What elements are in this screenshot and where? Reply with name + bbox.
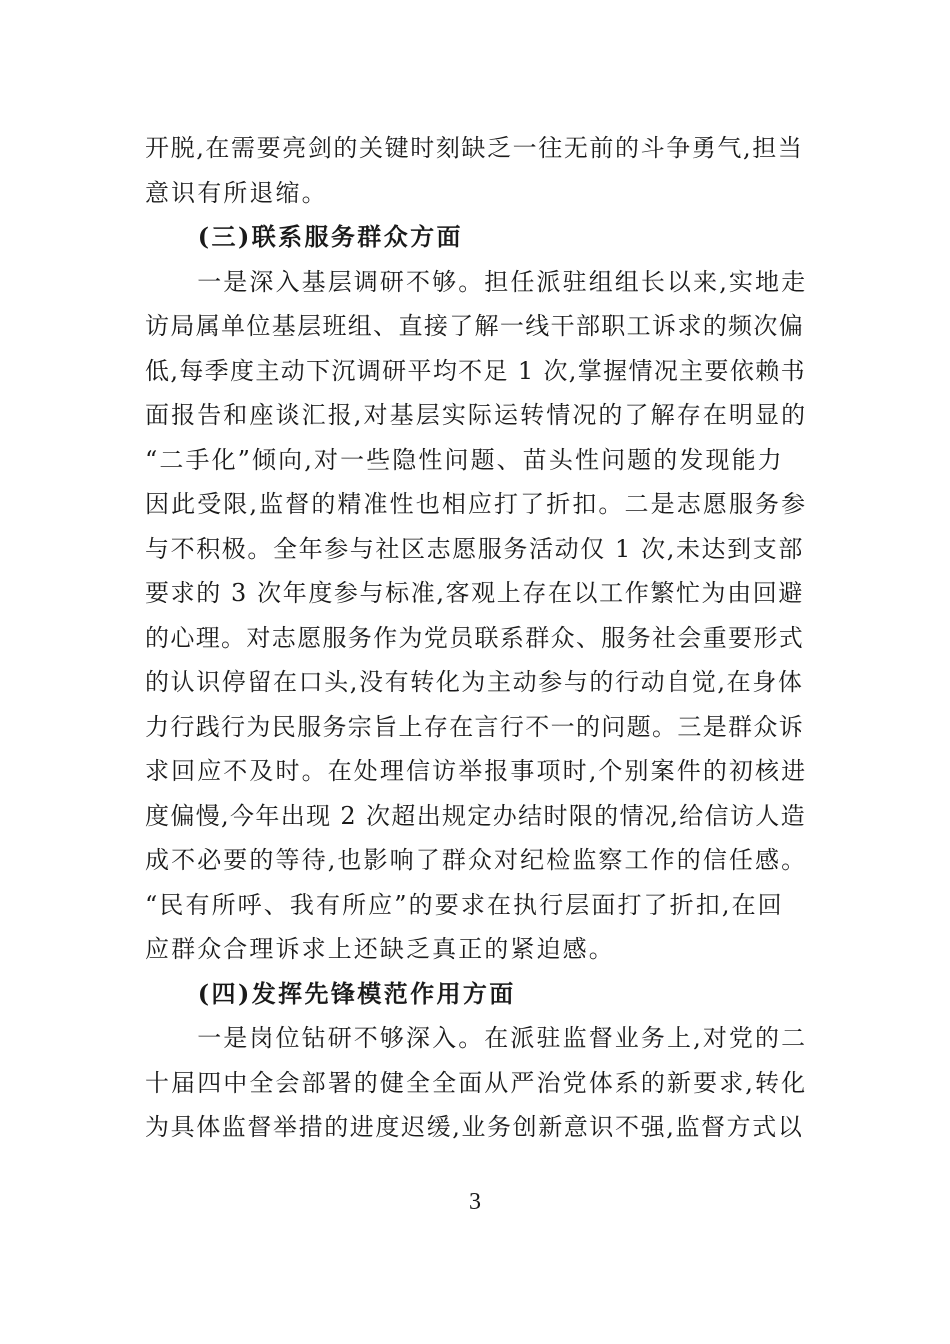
text-line: 低,每季度主动下沉调研平均不足 1 次,掌握情况主要依赖书	[145, 356, 806, 385]
section-heading-four: (四)发挥先锋模范作用方面	[145, 978, 516, 1008]
text-line: 为具体监督举措的进度迟缓,业务创新意识不强,监督方式以	[145, 1113, 804, 1141]
text-line: 一是岗位钻研不够深入。在派驻监督业务上,对党的二	[145, 1024, 808, 1052]
text-line: “民有所呼、我有所应”的要求在执行层面打了折扣,在回	[145, 890, 784, 919]
text-line: 开脱,在需要亮剑的关键时刻缺乏一往无前的斗争勇气,担当	[145, 134, 804, 162]
text-line: 意识有所退缩。	[145, 178, 328, 207]
text-line: 与不积极。全年参与社区志愿服务活动仅 1 次,未达到支部	[145, 534, 804, 563]
text-line: 访局属单位基层班组、直接了解一线干部职工诉求的频次偏	[145, 312, 805, 340]
text-line: 面报告和座谈汇报,对基层实际运转情况的了解存在明显的	[145, 401, 808, 429]
section-heading-three: (三)联系服务群众方面	[145, 222, 463, 251]
text-line: 要求的 3 次年度参与标准,客观上存在以工作繁忙为由回避	[145, 579, 804, 607]
text-line: 度偏慢,今年出现 2 次超出规定办结时限的情况,给信访人造	[145, 801, 806, 830]
text-line: 力行践行为民服务宗旨上存在言行不一的问题。三是群众诉	[145, 712, 805, 741]
text-line: 的心理。对志愿服务作为党员联系群众、服务社会重要形式	[145, 623, 805, 652]
text-line: “二手化”倾向,对一些隐性问题、苗头性问题的发现能力	[145, 445, 784, 474]
text-line: 成不必要的等待,也影响了群众对纪检监察工作的信任感。	[145, 846, 808, 874]
text-line: 求回应不及时。在处理信访举报事项时,个别案件的初核进	[145, 757, 808, 785]
text-line: 的认识停留在口头,没有转化为主动参与的行动自觉,在身体	[145, 668, 804, 696]
text-line: 十届四中全会部署的健全全面从严治党体系的新要求,转化	[145, 1068, 808, 1097]
text-line: 因此受限,监督的精准性也相应打了折扣。二是志愿服务参	[145, 490, 808, 518]
page-number: 3	[469, 1189, 481, 1215]
document-body	[145, 126, 809, 1150]
text-line: 一是深入基层调研不够。担任派驻组组长以来,实地走	[145, 267, 808, 296]
text-line: 应群众合理诉求上还缺乏真正的紧迫感。	[145, 935, 615, 963]
